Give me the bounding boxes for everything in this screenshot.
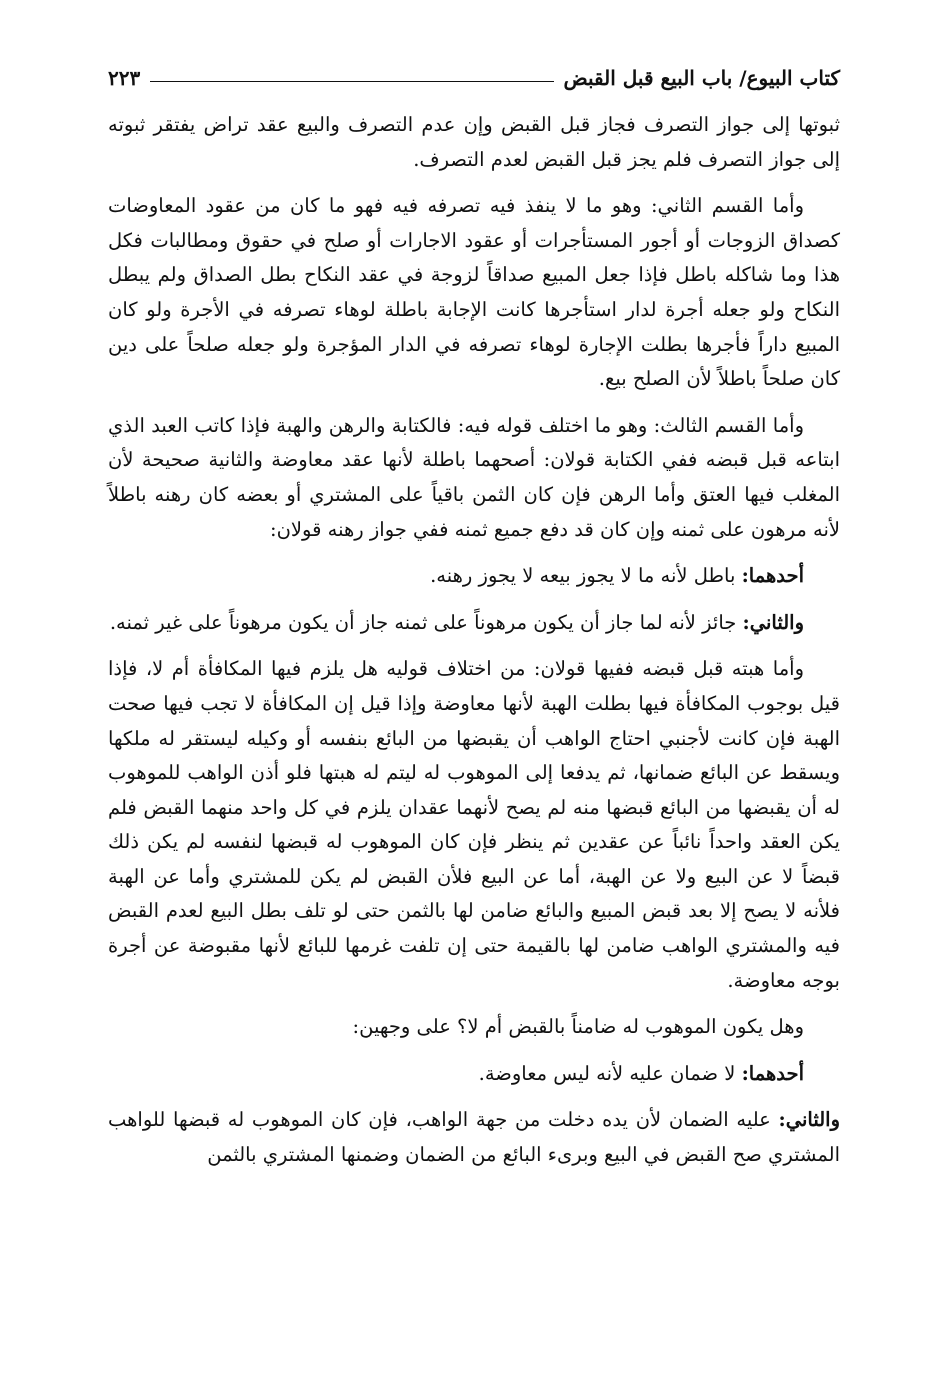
paragraph: [108, 1057, 840, 1092]
paragraph-label: والثاني:: [778, 1108, 840, 1132]
paragraph-label: أحدهما:: [741, 1061, 804, 1085]
header-rule: [150, 81, 553, 82]
paragraph: [108, 606, 840, 641]
paragraph-label: أحدهما:: [741, 564, 804, 588]
paragraph-text: باطل لأنه ما لا يجوز بيعه لا يجوز رهنه.: [430, 564, 736, 588]
chapter-title: كتاب البيوع/ باب البيع قبل القبض: [563, 66, 840, 90]
paragraph-text: لا ضمان عليه لأنه ليس معاوضة.: [478, 1061, 736, 1085]
paragraph: [108, 189, 840, 397]
paragraph: [108, 652, 840, 998]
paragraph-text: وهل يكون الموهوب له ضامناً بالقبض أم لا؟ على وجهين:: [352, 1015, 804, 1039]
page-number: ٢٢٣: [108, 66, 141, 90]
body-text: [108, 108, 840, 1173]
paragraph: [108, 108, 840, 177]
paragraph-text: وأما القسم الثالث: وهو ما اختلف قوله فيه: فالكتابة والرهن والهبة فإذا كاتب العبد الذي ابتاعه قبل قبضه ففي الكتابة قولان: أصحهما باطلة لأنها عقد معاوضة والثانية صحيحة لأن المغلب فيها العتق وأما الرهن فإن كان الثمن باقياً على المشتري أو بعضه كان رهنه باطلاً لأنه مرهون على ثمنه وإن كان قد دفع جميع ثمنه ففي جواز رهنه قولان:: [108, 413, 840, 541]
paragraph: [108, 1010, 840, 1045]
paragraph-text: ثبوتها إلى جواز التصرف فجاز قبل القبض وإن عدم التصرف والبيع عقد تراض يفتقر ثبوته إلى جواز التصرف فلم يجز قبل القبض لعدم التصرف.: [108, 113, 840, 171]
paragraph: [108, 409, 840, 547]
paragraph-text: جائز لأنه لما جاز أن يكون مرهوناً على ثمنه جاز أن يكون مرهوناً على غير ثمنه.: [109, 610, 737, 634]
paragraph-text: وأما القسم الثاني: وهو ما لا ينفذ فيه تصرفه فيه فهو ما كان من عقود المعاوضات كصداق الزوجات أو أجور المستأجرات أو عقود الاجارات أو صلح في حقوق ومطالبات فكل هذا وما شاكله باطل فإذا جعل المبيع صداقاً لزوجة في عقد النكاح بطل الصداق ولم يبطل النكاح ولو جعله أجرة لدار استأجرها كانت الإجابة باطلة لوهاء تصرفه في الأجرة ولو كان المبيع داراً فأجرها بطلت الإجارة لوهاء تصرفه في الدار المؤجرة ولو جعله صلحاً على دين كان صلحاً باطلاً لأن الصلح بيع.: [108, 194, 840, 391]
paragraph-text: وأما هبته قبل قبضه ففيها قولان: من اختلاف قوليه هل يلزم فيها المكافأة أم لا، فإذا قيل بوجوب المكافأة فيها بطلت الهبة لأنها معاوضة وإذا قيل إن المكافأة لا تجب فيها صحت الهبة فإن كانت لأجنبي احتاج الواهب أن يقبضها من البائع بنفسه أو وكيله ليستقر له ملكها ويسقط عن البائع ضمانها، ثم يدفعا إلى الموهوب له ليتم له هبتها فلو أذن الواهب للموهوب له أن يقبضها من البائع قبضها منه لم يصح لأنهما عقدان يلزم في كل واحد منهما القبض فلم يكن العقد واحداً نائباً عن عقدين ثم ينظر فإن كان الموهوب له قبضها لنفسه لم يكن ذلك قبضاً لا عن البيع ولا عن الهبة، أما عن البيع فلأن القبض لم يكن للمشتري وأما عن الهبة فلأنه لا يصح إلا بعد قبض المبيع والبائع ضامن لها بالثمن حتى لو تلف بطل البيع لعدم القبض فيه والمشتري الواهب ضامن لها بالقيمة حتى إن تلفت غرمها للبائع لأنها مقبوضة عن أجرة بوجه معاوضة.: [108, 657, 840, 992]
paragraph-label: والثاني:: [742, 610, 804, 634]
paragraph: [108, 1103, 840, 1172]
running-header: [108, 62, 840, 94]
paragraph: [108, 559, 840, 594]
paragraph-text: عليه الضمان لأن يده دخلت من جهة الواهب، فإن كان الموهوب له قبضها للواهب المشتري صح القبض في البيع وبرىء البائع من الضمان وضمنها المشتري بالثمن: [108, 1108, 840, 1167]
